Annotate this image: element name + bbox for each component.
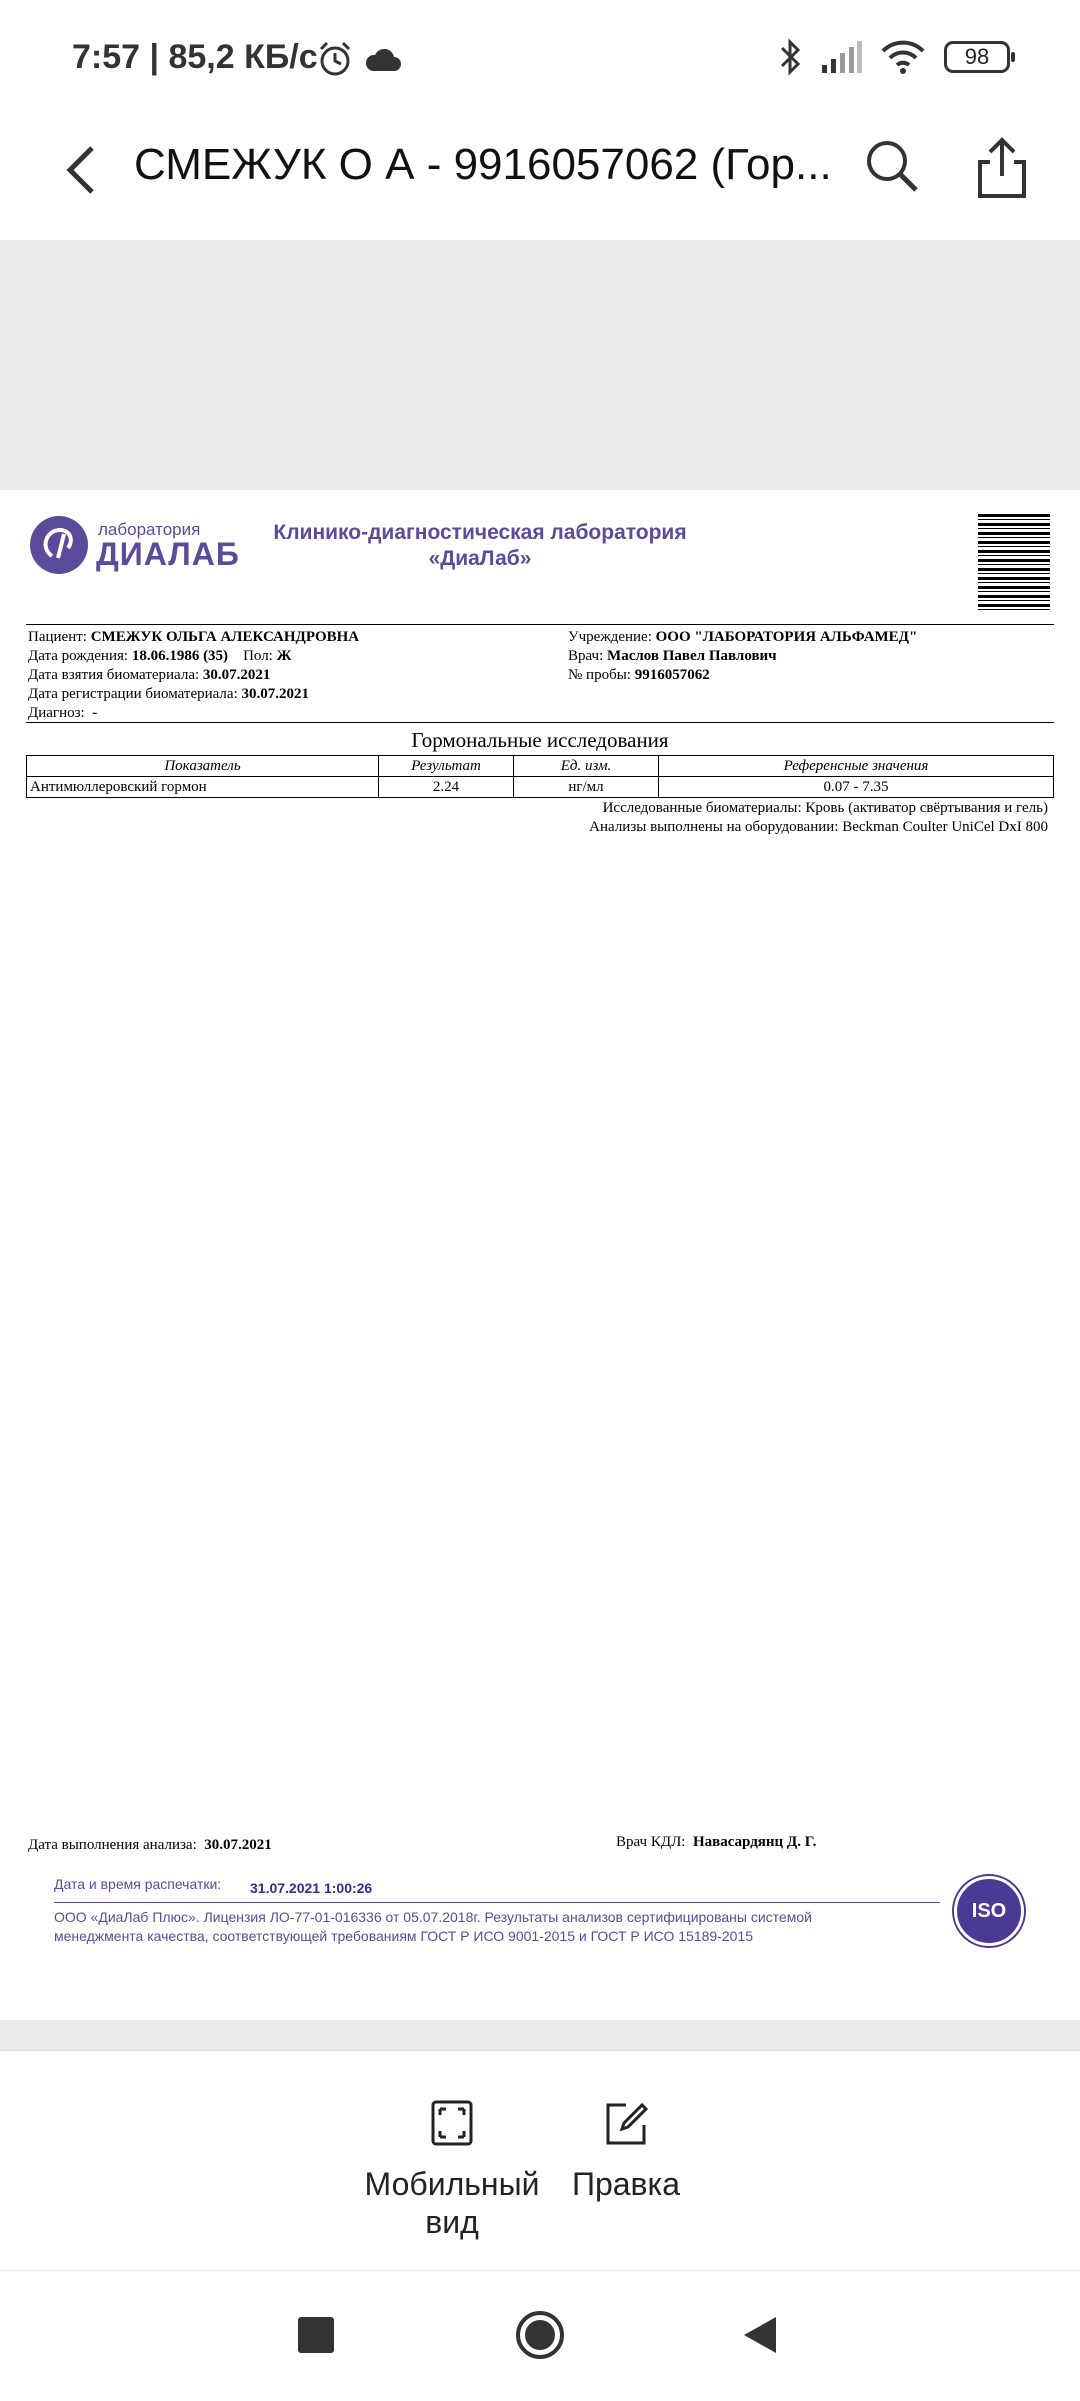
iso-badge-icon: ISO	[954, 1876, 1024, 1946]
search-icon[interactable]	[862, 136, 922, 196]
column-header: Референсные значения	[659, 756, 1054, 777]
table-row	[27, 777, 1054, 798]
bottom-action-bar	[0, 2050, 1080, 2271]
mobile-view-label-line1: Мобильный	[364, 2166, 540, 2202]
patient-info	[28, 628, 548, 723]
table-cell: Антимюллеровский гормон	[27, 777, 379, 798]
lab-logo-small-text: лаборатория	[98, 520, 201, 539]
mobile-view-button[interactable]	[352, 2099, 552, 2241]
kdl-doctor: Врач КДЛ: Навасардянц Д. Г.	[616, 1834, 817, 1850]
birth-row: Дата рождения: 18.06.1986 (35) Пол: Ж	[28, 648, 292, 664]
mobile-view-icon	[430, 2099, 474, 2147]
status-icons	[778, 38, 1010, 76]
document-title: СМЕЖУК О А - 9916057062 (Гор...	[134, 140, 832, 189]
doctor-row: Врач: Маслов Павел Павлович	[568, 648, 777, 664]
lab-title	[250, 520, 710, 572]
column-header: Показатель	[27, 756, 379, 777]
document-page[interactable]	[0, 490, 1080, 2020]
patient-row: Пациент: СМЕЖУК ОЛЬГА АЛЕКСАНДРОВНА	[28, 629, 360, 645]
cloud-icon	[364, 46, 402, 72]
signal-icon	[820, 41, 862, 73]
table-cell: 0.07 - 7.35	[659, 777, 1054, 798]
section-title: Гормональные исследования	[411, 728, 669, 752]
sample-no-row: № пробы: 9916057062	[568, 667, 710, 683]
biomaterial-note: Исследованные биоматериалы: Кровь (активатор свёртывания и гель)	[602, 800, 1048, 816]
table-header-row	[27, 756, 1054, 777]
share-icon[interactable]	[972, 136, 1032, 200]
alarm-icon	[316, 40, 354, 78]
status-bar	[0, 0, 1080, 110]
sample-date-row: Дата взятия биоматериала: 30.07.2021	[28, 667, 271, 683]
status-time-speed: 7:57 | 85,2 КБ/с	[72, 38, 318, 76]
institution-info	[568, 628, 1058, 685]
barcode	[978, 514, 1050, 612]
lab-logo-name: ДИАЛАБ	[96, 536, 240, 572]
patient-name: СМЕЖУК ОЛЬГА АЛЕКСАНДРОВНА	[90, 629, 360, 645]
reg-date-row: Дата регистрации биоматериала: 30.07.2021	[28, 686, 309, 702]
column-header: Результат	[379, 756, 514, 777]
home-icon[interactable]	[514, 2309, 566, 2361]
print-datetime	[54, 1876, 940, 1903]
edit-icon	[604, 2099, 648, 2147]
edit-label: Правка	[571, 2166, 681, 2202]
institution-row: Учреждение: ООО "ЛАБОРАТОРИЯ АЛЬФАМЕД"	[568, 629, 918, 645]
lab-logo-icon	[30, 516, 88, 574]
viewer-background	[0, 240, 1080, 490]
column-header: Ед. изм.	[514, 756, 659, 777]
battery-indicator	[944, 41, 1010, 73]
diagnosis-row: Диагноз: -	[28, 705, 98, 721]
viewer-background	[0, 2020, 1080, 2050]
license-text: ООО «ДиаЛаб Плюс». Лицензия ЛО-77-01-016336 от 05.07.2018г. Результаты анализов сертифицированы системой менеджмента качества, соответствующей требованиям ГОСТ Р ИСО 9001-2015 и ГОСТ Р ИСО 15189-2015	[54, 1909, 812, 1944]
bluetooth-icon	[778, 38, 802, 76]
back-nav-icon[interactable]	[740, 2315, 780, 2355]
back-arrow-icon[interactable]	[58, 140, 108, 200]
lab-title-line2: «ДиаЛаб»	[428, 547, 532, 570]
table-cell: нг/мл	[514, 777, 659, 798]
divider	[26, 722, 1054, 723]
divider	[26, 624, 1054, 625]
navigation-bar	[0, 2270, 1080, 2401]
battery-level: 98	[964, 44, 990, 69]
print-value: 31.07.2021 1:00:26	[250, 1880, 373, 1896]
lab-title-line1: Клинико-диагностическая лаборатория	[273, 521, 687, 544]
table-cell: 2.24	[379, 777, 514, 798]
completed-date: Дата выполнения анализа: 30.07.2021	[28, 1837, 272, 1853]
mobile-view-label-line2: вид	[425, 2204, 479, 2240]
print-label: Дата и время распечатки:	[54, 1876, 222, 1892]
app-bar	[0, 110, 1080, 238]
wifi-icon	[880, 39, 926, 75]
equipment-note: Анализы выполнены на оборудовании: Beckman Coulter UniCel DxI 800	[589, 819, 1048, 835]
results-table	[26, 755, 1054, 798]
recents-icon[interactable]	[298, 2317, 334, 2353]
edit-button[interactable]	[526, 2099, 726, 2203]
